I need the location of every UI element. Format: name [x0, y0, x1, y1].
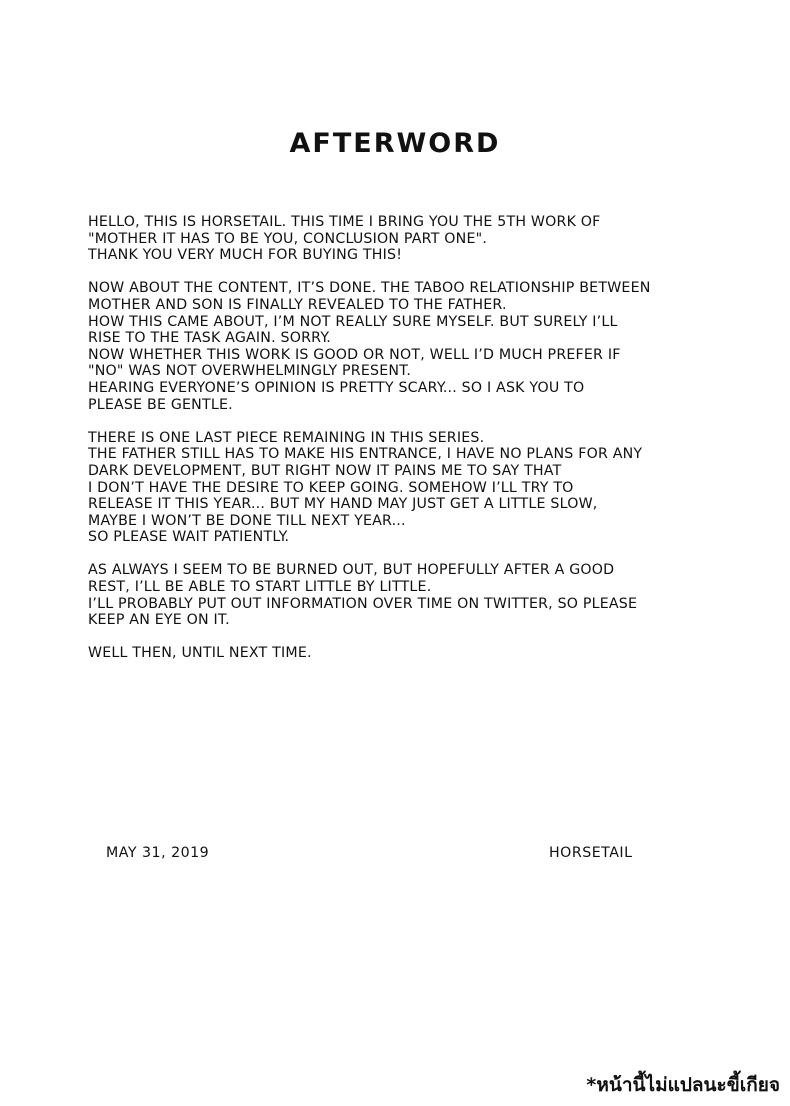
text-line: HEARING EVERYONE’S OPINION IS PRETTY SCARY... SO I ASK YOU TO: [88, 379, 585, 396]
footer-date: MAY 31, 2019: [106, 845, 210, 861]
text-line: RELEASE IT THIS YEAR... BUT MY HAND MAY JUST GET A LITTLE SLOW,: [88, 496, 598, 513]
paragraph-series: [88, 430, 758, 546]
text-line: MOTHER AND SON IS FINALLY REVEALED TO THE FATHER.: [88, 296, 507, 313]
text-line: DARK DEVELOPMENT, BUT RIGHT NOW IT PAINS ME TO SAY THAT: [88, 462, 562, 479]
page-title: AFTERWORD: [289, 128, 501, 159]
text-line: HELLO, THIS IS HORSETAIL. THIS TIME I BRING YOU THE 5TH WORK OF: [88, 214, 601, 230]
text-line: HOW THIS CAME ABOUT, I’M NOT REALLY SURE MYSELF. BUT SURELY I’LL: [88, 313, 618, 330]
text-line: SO PLEASE WAIT PATIENTLY.: [88, 529, 290, 546]
text-line: I DON’T HAVE THE DESIRE TO KEEP GOING. SOMEHOW I’LL TRY TO: [88, 479, 574, 496]
text-line: I’LL PROBABLY PUT OUT INFORMATION OVER TIME ON TWITTER, SO PLEASE: [88, 595, 638, 612]
text-line: AS ALWAYS I SEEM TO BE BURNED OUT, BUT HOPEFULLY AFTER A GOOD: [88, 562, 615, 579]
footer-author: HORSETAIL: [549, 845, 633, 861]
paragraph-rest: [88, 562, 758, 628]
paragraph-greeting: [88, 214, 758, 264]
text-line: NOW ABOUT THE CONTENT, IT’S DONE. THE TABOO RELATIONSHIP BETWEEN: [88, 280, 651, 297]
text-line: THANK YOU VERY MUCH FOR BUYING THIS!: [88, 247, 403, 264]
text-line: "NO" WAS NOT OVERWHELMINGLY PRESENT.: [88, 363, 412, 380]
paragraph-content: [88, 280, 758, 413]
text-line: KEEP AN EYE ON IT.: [88, 612, 230, 629]
text-line: WELL THEN, UNTIL NEXT TIME.: [88, 645, 312, 662]
text-line: THE FATHER STILL HAS TO MAKE HIS ENTRANCE, I HAVE NO PLANS FOR ANY: [88, 446, 643, 463]
text-line: "MOTHER IT HAS TO BE YOU, CONCLUSION PART ONE".: [88, 230, 488, 247]
translator-note: *หน้านี้ไม่แปลนะขี้เกียจ: [586, 1074, 780, 1096]
afterword-body: [88, 214, 758, 679]
text-line: REST, I’LL BE ABLE TO START LITTLE BY LITTLE.: [88, 579, 432, 596]
text-line: NOW WHETHER THIS WORK IS GOOD OR NOT, WELL I’D MUCH PREFER IF: [88, 346, 621, 363]
text-line: PLEASE BE GENTLE.: [88, 396, 233, 413]
text-line: MAYBE I WON’T BE DONE TILL NEXT YEAR...: [88, 512, 406, 529]
paragraph-closing: [88, 645, 758, 662]
text-line: THERE IS ONE LAST PIECE REMAINING IN THIS SERIES.: [88, 429, 485, 446]
text-line: RISE TO THE TASK AGAIN. SORRY.: [88, 330, 332, 347]
